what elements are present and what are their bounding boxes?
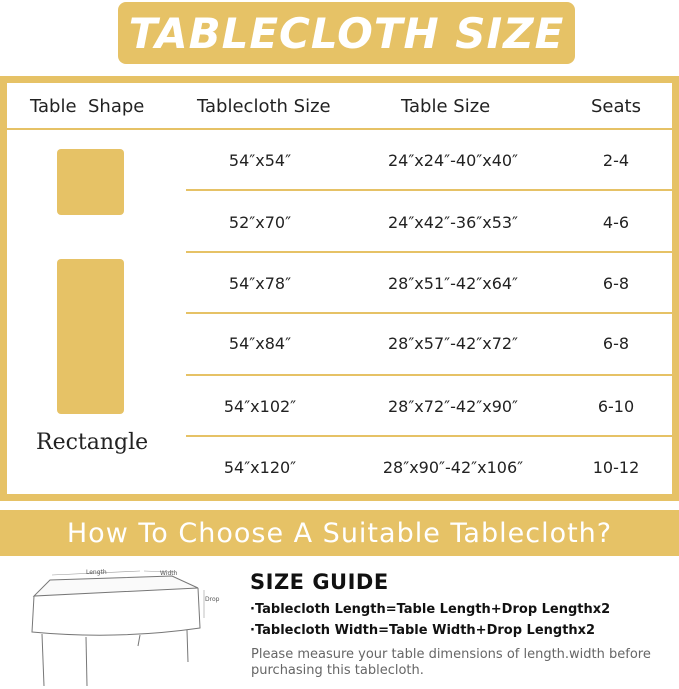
drop-label: Drop <box>205 596 220 603</box>
cell-table-size: 24″x24″-40″x40″ <box>387 151 519 170</box>
cell-table-size: 28″x57″-42″x72″ <box>387 334 519 353</box>
row-divider <box>186 312 672 314</box>
guide-banner-text: How To Choose A Suitable Tablecloth? <box>66 517 613 549</box>
row-divider <box>186 189 672 191</box>
row-divider <box>186 435 672 437</box>
row-divider <box>186 374 672 376</box>
cell-table-size: 28″x72″-42″x90″ <box>387 397 519 416</box>
guide-banner <box>0 510 679 556</box>
length-label: Length <box>86 569 107 576</box>
cell-tablecloth-size: 54″x120″ <box>223 458 297 477</box>
cell-tablecloth-size: 52″x70″ <box>228 213 292 232</box>
length-formula: ·Tablecloth Length=Table Length+Drop Lengthx2 <box>250 602 611 617</box>
header-table-size: Table Size <box>401 96 491 117</box>
header-tablecloth-size: Tablecloth Size <box>197 96 331 117</box>
cell-seats: 6-10 <box>597 397 635 416</box>
square-shape-icon <box>57 149 124 215</box>
cell-seats: 6-8 <box>602 274 630 293</box>
title-banner <box>118 2 575 64</box>
header-table-shape: Table Shape <box>30 96 145 117</box>
cell-tablecloth-size: 54″x84″ <box>228 334 292 353</box>
row-divider <box>186 251 672 253</box>
width-label: Width <box>160 570 178 577</box>
measure-note: Please measure your table dimensions of length.width before purchasing this tablecloth. <box>251 647 651 678</box>
rectangle-shape-icon <box>57 259 124 414</box>
header-seats: Seats <box>591 96 641 117</box>
cell-table-size: 28″x90″-42″x106″ <box>382 458 524 477</box>
cell-table-size: 28″x51″-42″x64″ <box>387 274 519 293</box>
cell-table-size: 24″x42″-36″x53″ <box>387 213 519 232</box>
cell-tablecloth-size: 54″x102″ <box>223 397 297 416</box>
shape-label: Rectangle <box>36 430 149 455</box>
cell-seats: 2-4 <box>602 151 630 170</box>
cell-tablecloth-size: 54″x54″ <box>228 151 292 170</box>
cell-seats: 10-12 <box>592 458 640 477</box>
cell-seats: 6-8 <box>602 334 630 353</box>
table-outline <box>32 576 200 686</box>
size-guide-title: SIZE GUIDE <box>250 570 389 594</box>
cell-tablecloth-size: 54″x78″ <box>228 274 292 293</box>
width-formula: ·Tablecloth Width=Table Width+Drop Lengthx2 <box>250 623 596 638</box>
cell-seats: 4-6 <box>602 213 630 232</box>
page-title: TABLECLOTH SIZE <box>128 8 565 58</box>
header-divider <box>7 128 672 130</box>
tablecloth-diagram <box>22 566 222 689</box>
